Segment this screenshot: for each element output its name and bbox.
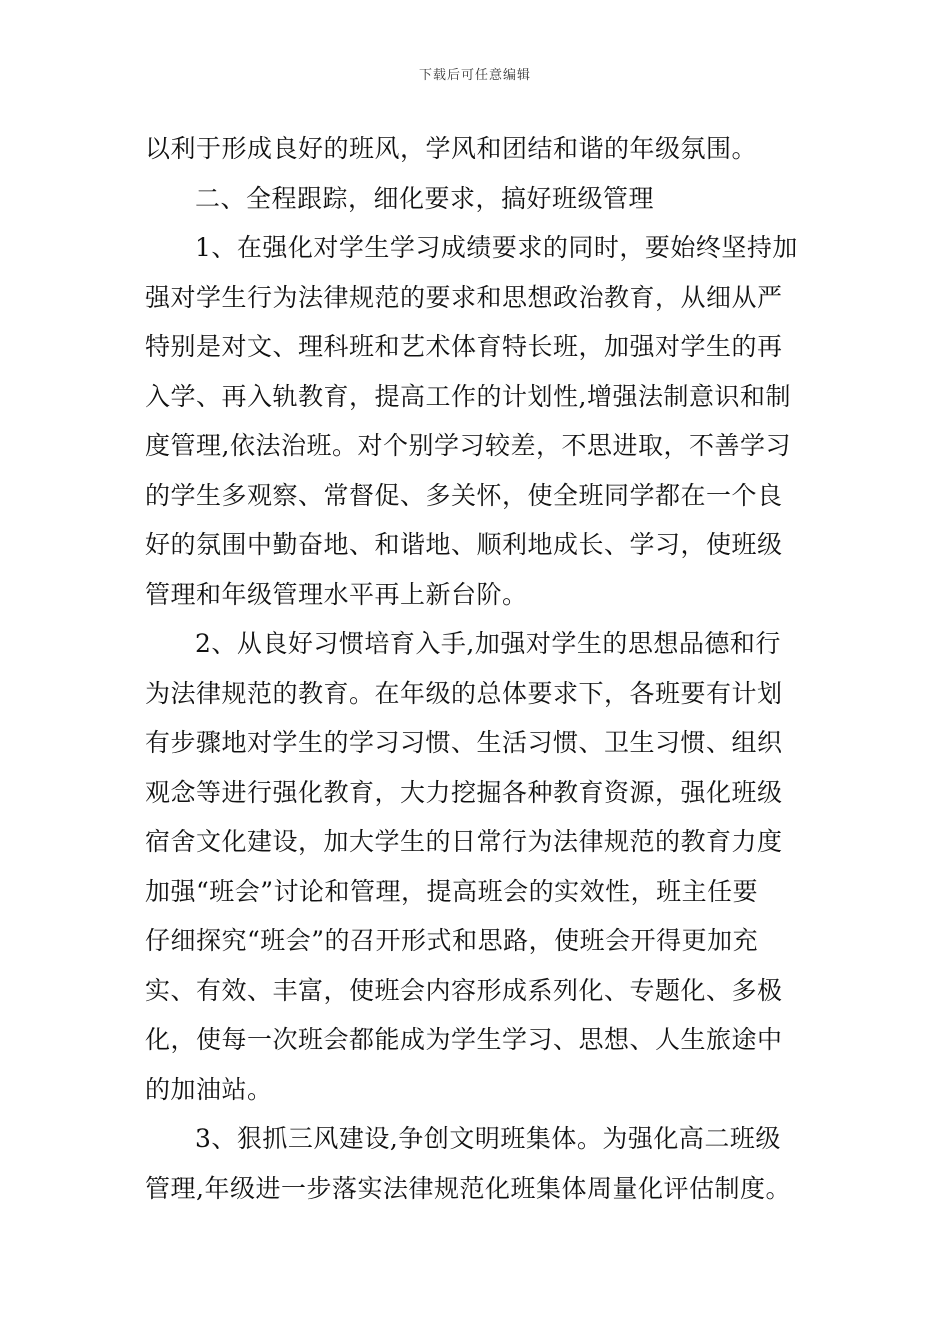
text-line: 特别是对文、理科班和艺术体育特长班，加强对学生的再 [145, 332, 783, 361]
document-body [145, 124, 809, 1213]
text-line: 强对学生行为法律规范的要求和思想政治教育，从细从严 [145, 282, 783, 312]
text-line: 仔细探究“班会”的召开形式和思路，使班会开得更加充 [145, 926, 759, 955]
text-line: 化，使每一次班会都能成为学生学习、思想、人生旅途中 [145, 1025, 783, 1054]
text-line: 有步骤地对学生的学习习惯、生活习惯、卫生习惯、组织 [145, 728, 783, 757]
text-line: 的学生多观察、常督促、多关怀，使全班同学都在一个良 [145, 480, 783, 510]
text-line: 为法律规范的教育。在年级的总体要求下，各班要有计划 [145, 678, 783, 708]
text-line: 的加油站。 [145, 1074, 273, 1104]
text-line: 以利于形成良好的班风，学风和团结和谐的年级氛围。 [145, 134, 758, 163]
text-line: 管理,年级进一步落实法律规范化班集体周量化评估制度。 [145, 1173, 791, 1203]
text-line: 观念等进行强化教育，大力挖掘各种教育资源，强化班级 [145, 777, 783, 807]
text-line: 加强“班会”讨论和管理，提高班会的实效性，班主任要 [145, 876, 759, 906]
text-line: 1、在强化对学生学习成绩要求的同时，要始终坚持加 [195, 233, 798, 262]
page-header: 下载后可任意编辑 [418, 68, 531, 83]
section-heading: 二、全程跟踪，细化要求，搞好班级管理 [195, 183, 655, 213]
text-line: 度管理,依法治班。对个别学习较差，不思进取，不善学习 [145, 431, 791, 460]
text-line: 3、狠抓三风建设,争创文明班集体。为强化高二班级 [195, 1124, 781, 1153]
text-line: 2、从良好习惯培育入手,加强对学生的思想品德和行 [195, 629, 781, 658]
text-line: 入学、再入轨教育，提高工作的计划性,增强法制意识和制 [145, 381, 791, 411]
text-line: 宿舍文化建设，加大学生的日常行为法律规范的教育力度 [145, 827, 783, 856]
text-line: 管理和年级管理水平再上新台阶。 [145, 579, 528, 609]
text-line: 好的氛围中勤奋地、和谐地、顺利地成长、学习，使班级 [145, 530, 783, 559]
text-line: 实、有效、丰富，使班会内容形成系列化、专题化、多极 [145, 975, 783, 1005]
